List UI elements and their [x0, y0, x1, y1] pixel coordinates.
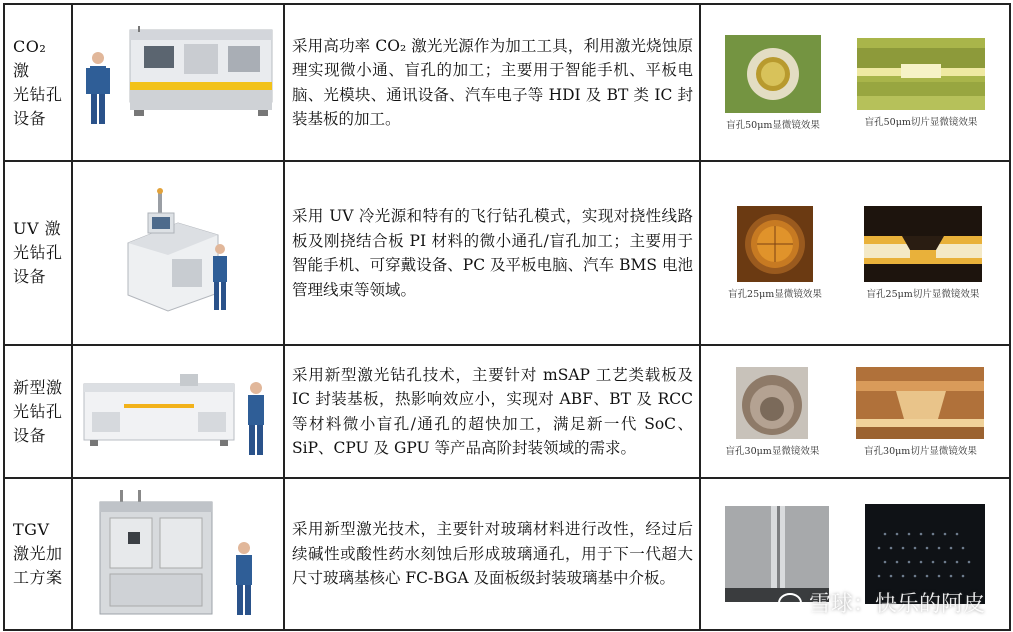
micrograph-cell: [700, 478, 1010, 630]
description-cell: [284, 161, 700, 345]
new-drilling-machine-image: [80, 362, 276, 462]
micrograph-caption: 盲孔50μm切片显微镜效果: [864, 116, 978, 128]
blind-hole-micrograph: [737, 206, 813, 282]
blind-hole-micrograph: [736, 367, 808, 439]
description-cell: [284, 4, 700, 161]
table-row: [4, 478, 1010, 630]
equipment-name-cell: [4, 478, 72, 630]
equipment-description: 采用新型激光技术，主要针对玻璃材料进行改性，经过后续碱性或酸性药水刻蚀后形成玻璃通孔，用于下一代超大尺寸玻璃基核心 FC-BGA 及面板级封装玻璃基中介板。: [292, 520, 693, 588]
tgv-machine-image: [80, 484, 276, 624]
equipment-name-line: 设备: [13, 267, 47, 286]
equipment-name-cell: [4, 4, 72, 161]
watermark-text: 雪球：快乐的阿皮: [808, 592, 985, 617]
micrograph-caption: 盲孔30μm切片显微镜效果: [864, 445, 977, 457]
equipment-name-line: 光钻孔: [13, 401, 63, 421]
equipment-name-line: 设备: [13, 425, 47, 445]
table-row: [4, 345, 1010, 478]
cross-section-micrograph: [857, 38, 985, 110]
micrograph-caption: 盲孔50μm显微镜效果: [726, 119, 820, 131]
equipment-description: 采用高功率 CO₂ 激光光源作为加工工具，利用激光烧蚀原理实现微小通、盲孔的加工；主要用于智能手机、平板电脑、光模块、通讯设备、汽车电子等 HDI 及 BT 类 IC 封装基板的加工。: [292, 36, 693, 128]
uv-drilling-machine-image: [108, 183, 248, 323]
equipment-photo-cell: [72, 161, 284, 345]
co2-drilling-machine-image: [78, 18, 278, 148]
micrograph-cell: [700, 161, 1010, 345]
equipment-name-line: 激光加: [13, 544, 63, 563]
cross-section-micrograph: [856, 367, 984, 439]
equipment-name-line: CO₂ 激: [13, 36, 47, 80]
equipment-name-line: 设备: [13, 108, 47, 128]
equipment-description: 采用 UV 冷光源和特有的飞行钻孔模式，实现对挠性线路板及刚挠结合板 PI 材料的微小通孔/盲孔加工；主要用于智能手机、可穿戴设备、PC 及平板电脑、汽车 BMS 电池管理线束等领域。: [292, 207, 693, 299]
micrograph-caption: 盲孔25μm切片显微镜效果: [866, 289, 980, 300]
micrograph-caption: 盲孔25μm显微镜效果: [728, 289, 822, 300]
description-cell: [284, 478, 700, 630]
equipment-name-line: TGV: [13, 520, 50, 539]
equipment-name-line: 工方案: [13, 568, 63, 587]
via-array-image: [865, 504, 985, 604]
cross-section-micrograph: [864, 206, 982, 282]
equipment-photo-cell: [72, 4, 284, 161]
equipment-name-cell: [4, 161, 72, 345]
equipment-name-line: UV 激: [13, 219, 62, 238]
equipment-name-line: 光钻孔: [13, 243, 63, 262]
micrograph-cell: [700, 4, 1010, 161]
description-cell: [284, 345, 700, 478]
micrograph-cell: [700, 345, 1010, 478]
equipment-name-cell: [4, 345, 72, 478]
equipment-description: 采用新型激光钻孔技术，主要针对 mSAP 工艺类载板及 IC 封装基板，热影响效应小，实现对 ABF、BT 及 RCC 等材料微小盲孔/通孔的超快加工，满足新一代 SoC、SiP、CPU 及 GPU 等产品高阶封装领域的需求。: [292, 365, 693, 457]
equipment-table: [3, 3, 1011, 631]
table-row: [4, 4, 1010, 161]
table-row: [4, 161, 1010, 345]
equipment-photo-cell: [72, 478, 284, 630]
equipment-name-line: 光钻孔: [13, 84, 63, 104]
equipment-name-line: 新型激: [13, 377, 63, 397]
blind-hole-micrograph: [725, 35, 821, 113]
glass-via-sem-image: [725, 506, 829, 602]
micrograph-caption: 盲孔30μm显微镜效果: [725, 445, 820, 457]
equipment-photo-cell: [72, 345, 284, 478]
